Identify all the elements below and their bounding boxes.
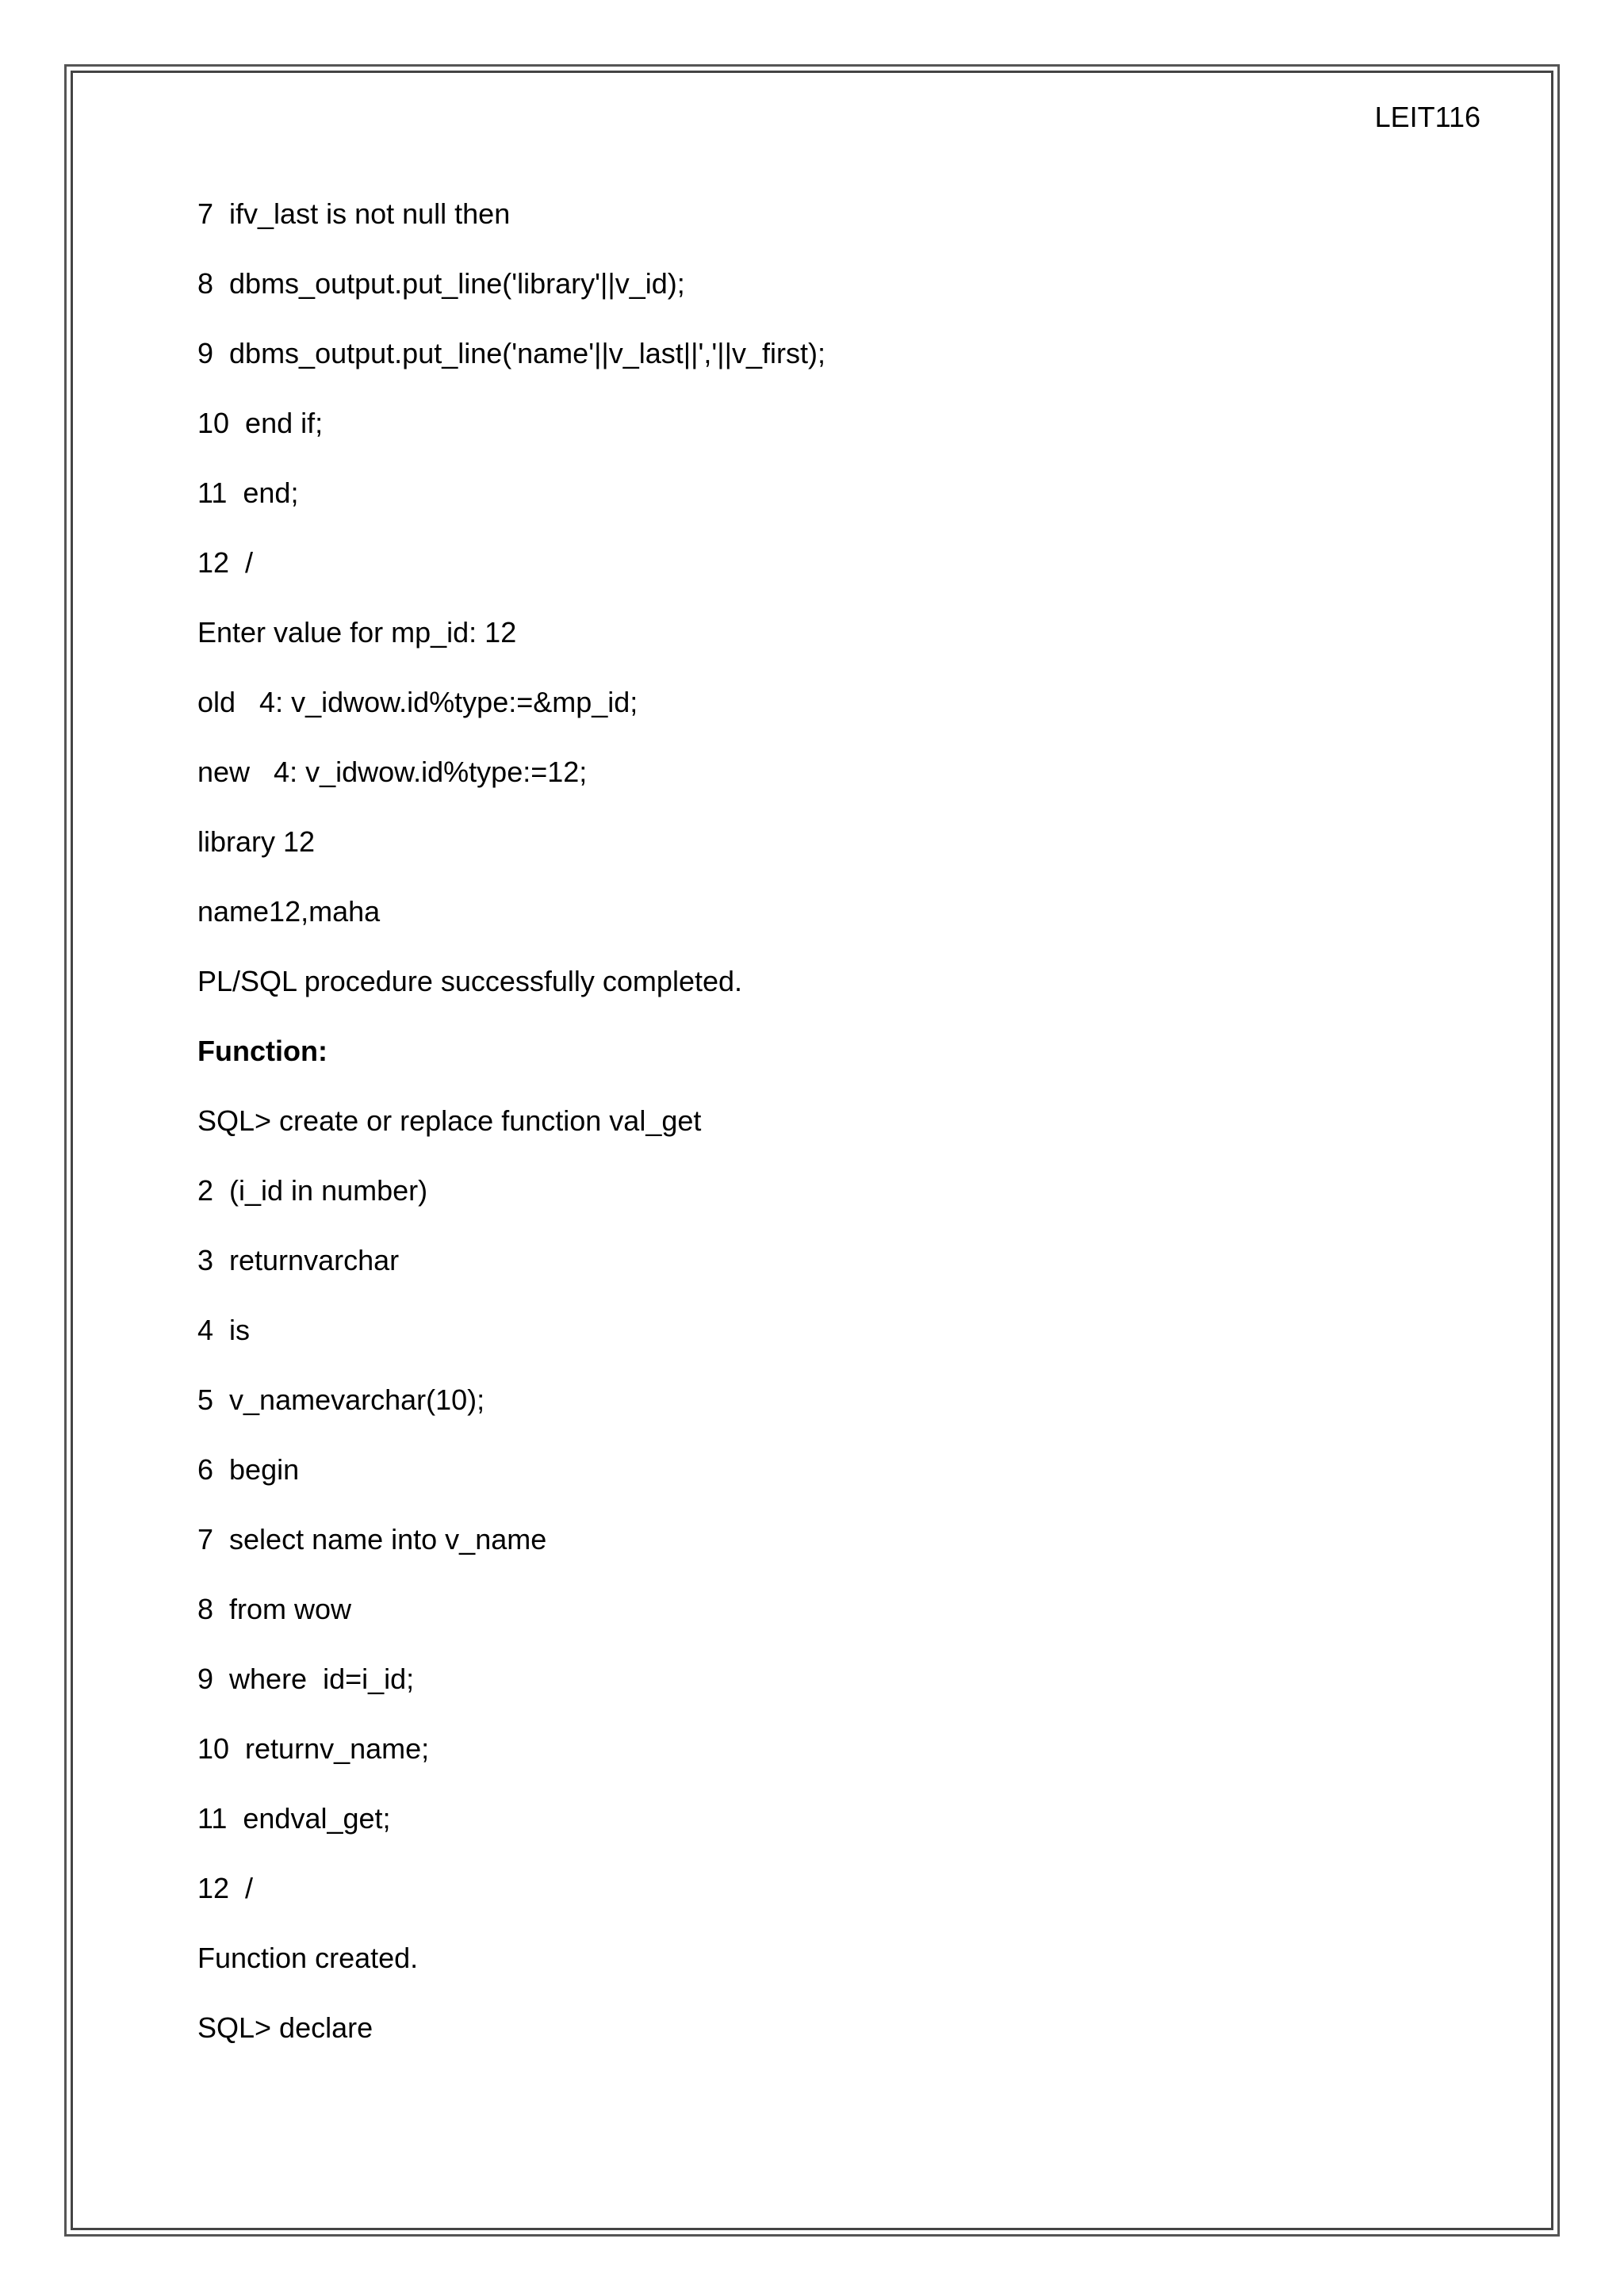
code-line: 9 where id=i_id; (197, 1663, 415, 1695)
code-line: old 4: v_idwow.id%type:=&mp_id; (197, 686, 638, 718)
code-line: 5 v_namevarchar(10); (197, 1383, 485, 1416)
code-line: 10 end if; (197, 407, 324, 439)
code-line: 8 dbms_output.put_line('library'||v_id); (197, 267, 685, 300)
code-line: SQL> declare (197, 2011, 373, 2044)
code-line: 11 end; (197, 476, 299, 509)
code-line: 3 returnvarchar (197, 1244, 400, 1276)
page-header-code: LEIT116 (1374, 101, 1480, 133)
code-line: 10 returnv_name; (197, 1732, 430, 1765)
code-line: 2 (i_id in number) (197, 1174, 428, 1207)
code-line: Function created. (197, 1942, 419, 1974)
code-line: 11 endval_get; (197, 1802, 391, 1835)
code-line: 7 select name into v_name (197, 1523, 547, 1556)
code-line: new 4: v_idwow.id%type:=12; (197, 756, 588, 788)
code-line: 12 / (197, 1872, 254, 1904)
code-line: Enter value for mp_id: 12 (197, 616, 517, 649)
code-line: 8 from wow (197, 1593, 352, 1625)
section-heading: Function: (197, 1035, 327, 1067)
document-body (197, 197, 1506, 2080)
code-line: 6 begin (197, 1453, 300, 1486)
code-line: 7 ifv_last is not null then (197, 197, 511, 230)
code-line: 12 / (197, 546, 254, 579)
code-line: 9 dbms_output.put_line('name'||v_last||','||v_first); (197, 337, 825, 369)
code-line: library 12 (197, 825, 316, 858)
code-line: PL/SQL procedure successfully completed. (197, 965, 743, 997)
code-line: SQL> create or replace function val_get (197, 1104, 702, 1137)
code-line: 4 is (197, 1314, 251, 1346)
code-line: name12,maha (197, 895, 381, 928)
